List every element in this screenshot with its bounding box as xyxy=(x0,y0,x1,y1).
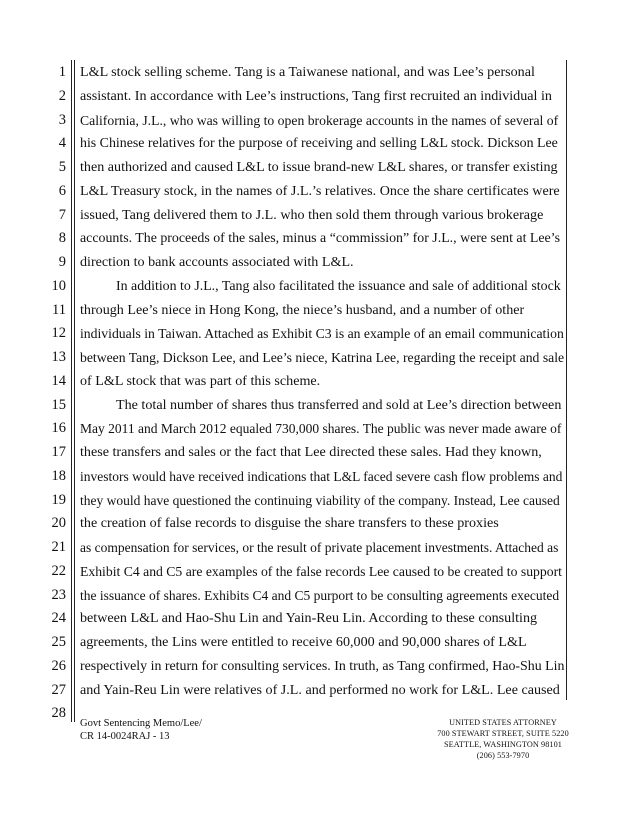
text-line: The total number of shares thus transferred and sold at Lee’s direction between xyxy=(116,396,562,413)
line-number: 4 xyxy=(58,135,66,152)
footer-street: 700 STEWART STREET, SUITE 5220 xyxy=(437,729,569,738)
text-line: L&L stock selling scheme. Tang is a Taiwanese national, and was Lee’s personal xyxy=(80,64,535,80)
text-line: of L&L stock that was part of this scheme. xyxy=(80,372,321,389)
line-number: 23 xyxy=(51,586,66,603)
text-line: California, J.L., who was willing to open brokerage accounts in the names of several of xyxy=(80,112,559,128)
line-number: 26 xyxy=(51,657,66,674)
left-margin-rule-outer xyxy=(71,60,72,722)
line-number: 8 xyxy=(58,230,66,247)
line-number: 9 xyxy=(58,254,66,270)
right-margin-rule xyxy=(566,60,567,700)
text-line: between L&L and Hao-Shu Lin and Yain-Reu Lin. According to these consulting xyxy=(80,610,538,627)
line-number: 22 xyxy=(51,562,66,579)
line-number: 13 xyxy=(51,349,66,365)
line-number: 20 xyxy=(51,515,66,532)
text-line: the creation of false records to disguise the share transfers to these proxies xyxy=(80,515,499,532)
footer-address-block xyxy=(437,717,569,761)
footer-caption-line-2: CR 14-0024RAJ - 13 xyxy=(80,731,170,742)
footer-city: SEATTLE, WASHINGTON 98101 xyxy=(444,740,562,749)
footer-caption-line-1: Govt Sentencing Memo/Lee/ xyxy=(80,718,202,729)
footer-phone: (206) 553-7970 xyxy=(476,751,530,760)
text-line: assistant. In accordance with Lee’s instructions, Tang first recruited an individual in xyxy=(80,87,552,104)
line-number: 11 xyxy=(52,301,66,318)
text-line: accounts. The proceeds of the sales, minus a “commission” for J.L., were sent at Lee’s xyxy=(80,231,560,247)
text-line: as compensation for services, or the result of private placement investments. Attached as xyxy=(80,540,559,555)
text-line: L&L Treasury stock, in the names of J.L.’s relatives. Once the share certificates were xyxy=(80,182,560,199)
line-number: 15 xyxy=(51,396,66,413)
line-number: 21 xyxy=(51,539,66,555)
text-line: In addition to J.L., Tang also facilitated the issuance and sale of additional stock xyxy=(116,278,561,294)
line-number: 12 xyxy=(51,325,66,342)
text-line: issued, Tang delivered them to J.L. who then sold them through various brokerage xyxy=(80,206,544,223)
line-number: 24 xyxy=(51,610,66,627)
text-line: agreements, the Lins were entitled to receive 60,000 and 90,000 shares of L&L xyxy=(80,634,527,650)
text-line: through Lee’s niece in Hong Kong, the niece’s husband, and a number of other xyxy=(80,301,525,318)
line-number: 10 xyxy=(51,277,66,294)
text-line: the issuance of shares. Exhibits C4 and C5 purport to be consulting agreements executed xyxy=(80,587,560,603)
text-line: direction to bank accounts associated with L&L. xyxy=(80,254,354,270)
line-number-column xyxy=(44,61,66,726)
line-number: 27 xyxy=(51,681,66,698)
text-line: then authorized and caused L&L to issue brand-new L&L shares, or transfer existing xyxy=(80,159,558,175)
line-number: 2 xyxy=(58,87,66,104)
text-line: May 2011 and March 2012 equaled 730,000 shares. The public was never made aware of xyxy=(80,421,562,437)
line-number: 28 xyxy=(51,705,66,722)
text-line: Exhibit C4 and C5 are examples of the false records Lee caused to be created to support xyxy=(80,563,562,579)
text-line: his Chinese relatives for the purpose of receiving and selling L&L stock. Dickson Lee xyxy=(80,136,558,152)
line-number: 3 xyxy=(58,111,66,128)
line-number: 6 xyxy=(58,182,66,199)
text-line: and Yain-Reu Lin were relatives of J.L. and performed no work for L&L. Lee caused xyxy=(80,681,560,698)
left-margin-rule-inner xyxy=(74,60,75,722)
footer-caption xyxy=(80,717,202,743)
text-line: individuals in Taiwan. Attached as Exhibit C3 is an example of an email communication xyxy=(80,326,564,342)
text-line: these transfers and sales or the fact that Lee directed these sales. Had they known, xyxy=(80,444,542,460)
line-number: 16 xyxy=(51,420,66,437)
line-number: 17 xyxy=(51,444,66,460)
text-line: respectively in return for consulting services. In truth, as Tang confirmed, Hao-Shu Lin xyxy=(80,658,565,674)
text-line: investors would have received indications that L&L faced severe cash flow problems and xyxy=(80,468,563,484)
footer-office-name: UNITED STATES ATTORNEY xyxy=(449,718,557,727)
text-line: they would have questioned the continuing viability of the company. Instead, Lee caused xyxy=(80,492,560,508)
line-number: 7 xyxy=(58,206,66,223)
document-body xyxy=(80,61,564,726)
line-number: 18 xyxy=(51,467,66,484)
line-number: 5 xyxy=(58,159,66,175)
line-number: 14 xyxy=(51,372,66,389)
text-line: between Tang, Dickson Lee, and Lee’s niece, Katrina Lee, regarding the receipt and sale xyxy=(80,350,565,365)
line-number: 19 xyxy=(51,491,66,508)
line-number: 1 xyxy=(58,64,66,80)
line-number: 25 xyxy=(51,634,66,650)
